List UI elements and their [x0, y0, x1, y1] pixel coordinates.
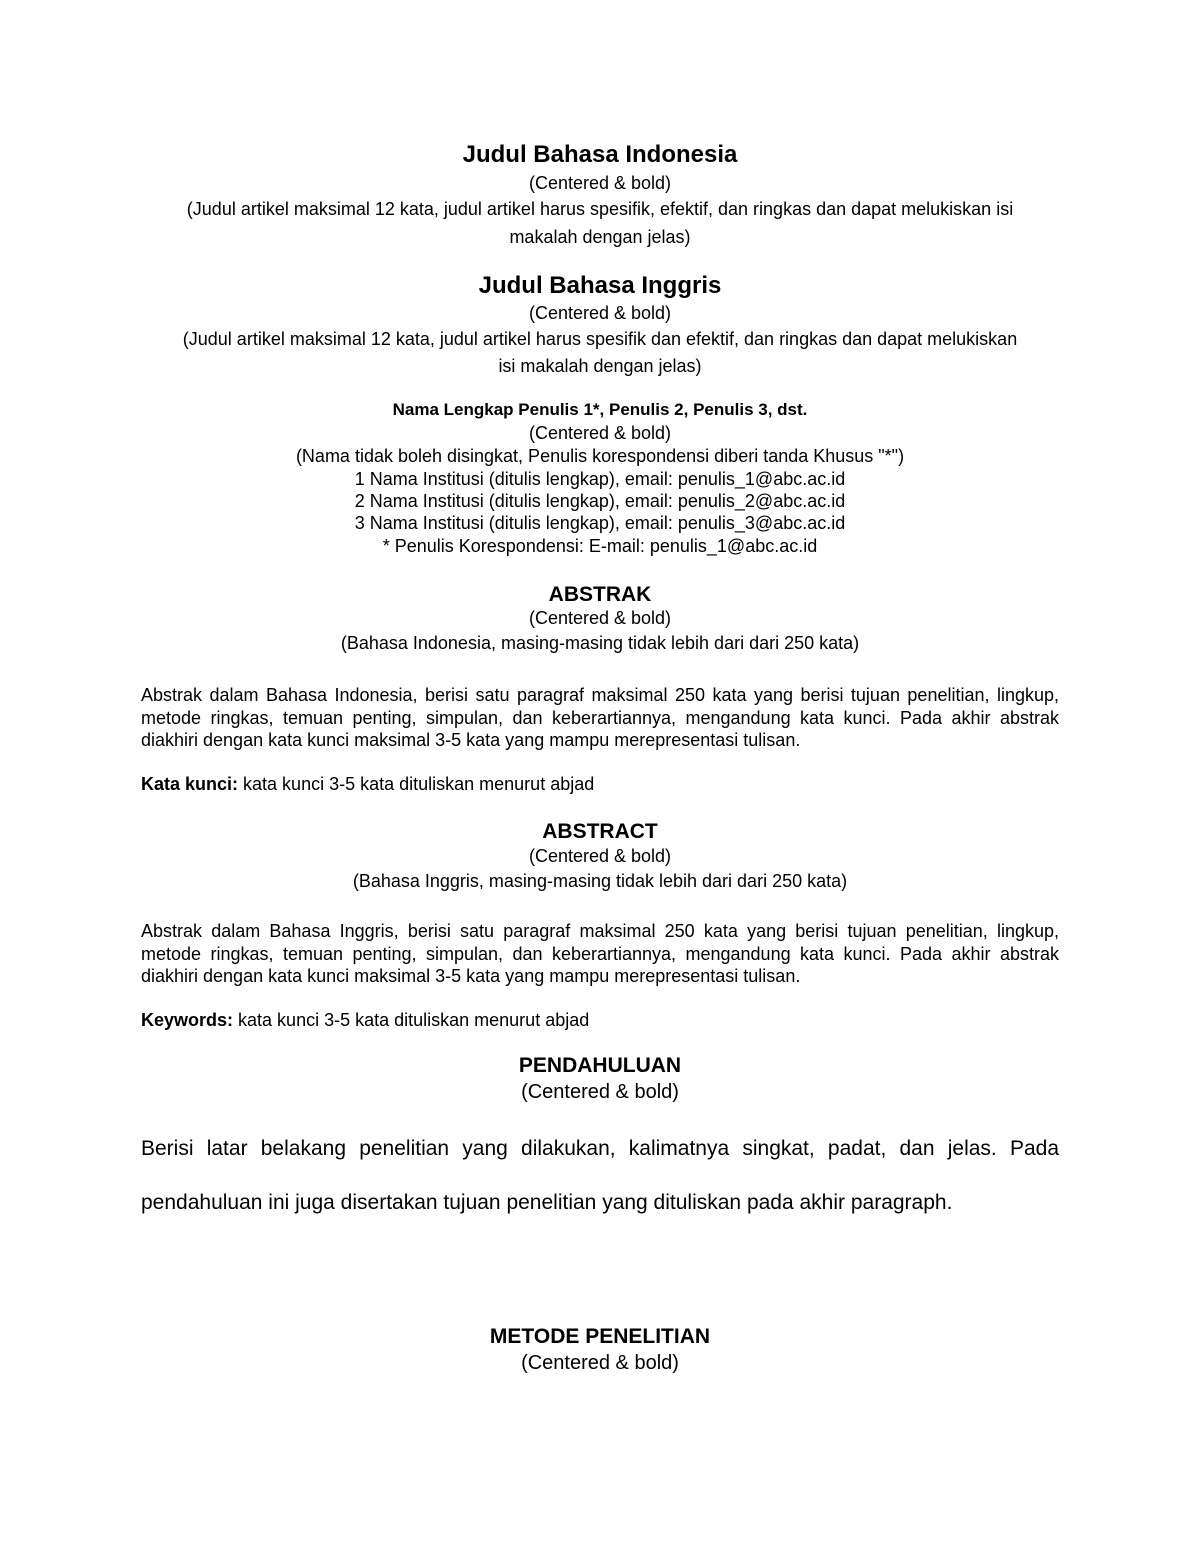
pendahuluan-heading: PENDAHULUAN [518, 1054, 682, 1077]
title-english-desc-line2: isi makalah dengan jelas) [498, 356, 702, 376]
abstrak-keywords-text: kata kunci 3-5 kata dituliskan menurut abjad [238, 774, 595, 794]
author-affiliation-3: 3 Nama Institusi (ditulis lengkap), email: penulis_3@abc.ac.id [354, 513, 846, 533]
author-names: Nama Lengkap Penulis 1*, Penulis 2, Penulis 3, dst. [392, 400, 808, 419]
title-english: Judul Bahasa Inggris [478, 272, 722, 299]
author-affiliation-1: 1 Nama Institusi (ditulis lengkap), email: penulis_1@abc.ac.id [354, 469, 846, 489]
author-affiliation-2: 2 Nama Institusi (ditulis lengkap), email: penulis_2@abc.ac.id [354, 491, 846, 511]
pendahuluan-note: (Centered & bold) [521, 1081, 679, 1103]
title-indonesian-note: (Centered & bold) [528, 173, 672, 193]
metode-note: (Centered & bold) [521, 1352, 679, 1374]
abstrak-note: (Centered & bold) [528, 608, 672, 628]
abstrak-body: Abstrak dalam Bahasa Indonesia, berisi satu paragraf maksimal 250 kata yang berisi tujuan penelitian, lingkup, metode ringkas, temuan penting, simpulan, dan keberartiannya, mengandung kata kunci. Pada akhir abstrak diakhiri dengan kata kunci maksimal 3-5 kata yang mampu merepresentasi tulisan. [141, 685, 1059, 750]
title-english-note: (Centered & bold) [528, 303, 672, 323]
pendahuluan-body: Berisi latar belakang penelitian yang dilakukan, kalimatnya singkat, padat, dan jelas. Pada pendahuluan ini juga disertakan tujuan penelitian yang dituliskan pada akhir paragraph. [141, 1137, 1059, 1214]
title-indonesian-desc-line1: (Judul artikel maksimal 12 kata, judul artikel harus spesifik, efektif, dan ringkas dan dapat melukiskan isi [186, 199, 1014, 219]
author-correspondence: * Penulis Korespondensi: E-mail: penulis_1@abc.ac.id [382, 536, 818, 556]
abstract-instruction: (Bahasa Inggris, masing-masing tidak lebih dari dari 250 kata) [352, 871, 848, 891]
abstract-note: (Centered & bold) [528, 846, 672, 866]
title-english-desc-line1: (Judul artikel maksimal 12 kata, judul artikel harus spesifik dan efektif, dan ringkas dan dapat melukiskan [182, 329, 1018, 349]
abstract-keywords-text: kata kunci 3-5 kata dituliskan menurut abjad [233, 1010, 590, 1030]
abstrak-heading: ABSTRAK [548, 583, 652, 606]
abstract-heading: ABSTRACT [542, 820, 658, 843]
author-note: (Centered & bold) [528, 423, 672, 443]
author-rule: (Nama tidak boleh disingkat, Penulis korespondensi diberi tanda Khusus "*") [295, 446, 905, 466]
abstrak-instruction: (Bahasa Indonesia, masing-masing tidak lebih dari dari 250 kata) [340, 633, 860, 653]
abstrak-keywords [141, 773, 1059, 796]
abstract-keywords-label: Keywords: [141, 1010, 234, 1030]
title-indonesian: Judul Bahasa Indonesia [462, 141, 738, 168]
metode-heading: METODE PENELITIAN [489, 1325, 711, 1348]
abstrak-keywords-label: Kata kunci: [141, 774, 239, 794]
abstract-keywords [141, 1009, 1059, 1032]
title-indonesian-desc-line2: makalah dengan jelas) [509, 227, 691, 247]
abstract-body: Abstrak dalam Bahasa Inggris, berisi satu paragraf maksimal 250 kata yang berisi tujuan penelitian, lingkup, metode ringkas, temuan penting, simpulan, dan keberartiannya, mengandung kata kunci. Pada akhir abstrak diakhiri dengan kata kunci maksimal 3-5 kata yang mampu merepresentasi tulisan. [141, 921, 1059, 986]
